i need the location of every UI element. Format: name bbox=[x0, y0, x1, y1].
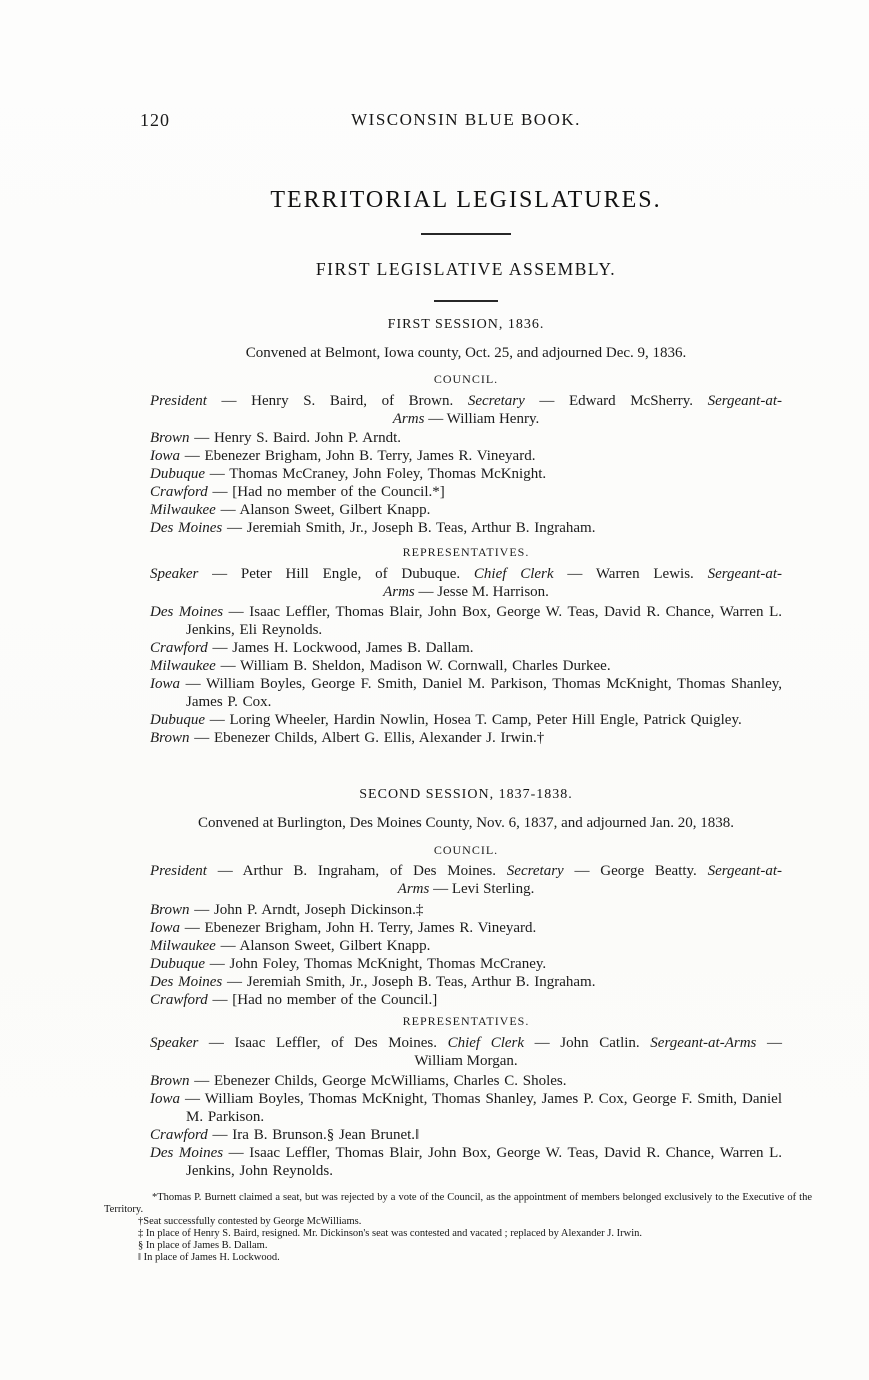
member-line: Dubuque — John Foley, Thomas McKnight, Thomas McCraney. bbox=[150, 956, 547, 972]
representatives-officers bbox=[150, 565, 782, 601]
page-number: 120 bbox=[140, 110, 170, 130]
session-heading: SECOND SESSION, 1837-1838. bbox=[359, 787, 573, 802]
member-line: Brown — Ebenezer Childs, George McWilliams, Charles C. Sholes. bbox=[150, 1073, 567, 1089]
assembly-title: FIRST LEGISLATIVE ASSEMBLY. bbox=[315, 259, 617, 279]
member-line: Iowa — William Boyles, George F. Smith, Daniel M. Parkison, Thomas McKnight, Thomas Shanley, James P. Cox. bbox=[150, 676, 782, 710]
officers-line: President — Henry S. Baird, of Brown. Secretary — Edward McSherry. Sergeant-at- bbox=[150, 393, 782, 409]
running-head: WISCONSIN BLUE BOOK. bbox=[351, 110, 581, 129]
member-line: Brown — Henry S. Baird. John P. Arndt. bbox=[150, 430, 402, 446]
member-line: Des Moines — Jeremiah Smith, Jr., Joseph B. Teas, Arthur B. Ingraham. bbox=[150, 974, 596, 990]
council-officers bbox=[150, 862, 782, 898]
officers-line: William Morgan. bbox=[414, 1053, 518, 1069]
council-officers bbox=[150, 392, 782, 428]
member-line: Des Moines — Isaac Leffler, Thomas Blair, John Box, George W. Teas, David R. Chance, Warren L. Jenkins, Eli Reynolds. bbox=[150, 604, 782, 638]
member-line: Iowa — Ebenezer Brigham, John B. Terry, James R. Vineyard. bbox=[150, 448, 536, 464]
footnote: ‖ In place of James H. Lockwood. bbox=[138, 1252, 280, 1263]
member-line: Brown — John P. Arndt, Joseph Dickinson.‡ bbox=[150, 902, 424, 918]
representatives-officers bbox=[150, 1034, 782, 1070]
member-line: Des Moines — Jeremiah Smith, Jr., Joseph B. Teas, Arthur B. Ingraham. bbox=[150, 520, 596, 536]
convened-line: Convened at Belmont, Iowa county, Oct. 25, and adjourned Dec. 9, 1836. bbox=[245, 345, 687, 361]
title-block bbox=[150, 186, 782, 302]
member-line: Milwaukee — William B. Sheldon, Madison W. Cornwall, Charles Durkee. bbox=[150, 658, 611, 674]
member-line: Iowa — Ebenezer Brigham, John H. Terry, James R. Vineyard. bbox=[150, 920, 537, 936]
footnotes-block bbox=[104, 1192, 812, 1264]
officers-line: Arms — Jesse M. Harrison. bbox=[383, 584, 549, 600]
officers-line: Speaker — Isaac Leffler, of Des Moines. Chief Clerk — John Catlin. Sergeant-at-Arms — bbox=[150, 1035, 782, 1051]
member-line: Dubuque — Thomas McCraney, John Foley, Thomas McKnight. bbox=[150, 466, 547, 482]
representatives-heading: REPRESENTATIVES. bbox=[402, 545, 530, 559]
member-line: Dubuque — Loring Wheeler, Hardin Nowlin, Hosea T. Camp, Peter Hill Engle, Patrick Quigley. bbox=[150, 712, 742, 728]
member-line: Crawford — Ira B. Brunson.§ Jean Brunet.‖ bbox=[150, 1127, 420, 1143]
council-members bbox=[150, 901, 782, 1009]
member-line: Brown — Ebenezer Childs, Albert G. Ellis, Alexander J. Irwin.† bbox=[150, 730, 545, 746]
member-line: Milwaukee — Alanson Sweet, Gilbert Knapp. bbox=[150, 502, 431, 518]
member-line: Crawford — [Had no member of the Council.*] bbox=[150, 484, 445, 500]
representatives-members bbox=[150, 603, 782, 747]
footnote: *Thomas P. Burnett claimed a seat, but was rejected by a vote of the Council, as the appointment of members belonged exclusively to the Executive of the Territory. bbox=[104, 1192, 812, 1215]
member-line: Crawford — James H. Lockwood, James B. Dallam. bbox=[150, 640, 474, 656]
officers-line: Arms — Levi Sterling. bbox=[397, 881, 535, 897]
footnote: ‡ In place of Henry S. Baird, resigned. Mr. Dickinson's seat was contested and vacated ; replaced by Alexander J. Irwin. bbox=[138, 1228, 642, 1239]
footnote: †Seat successfully contested by George McWilliams. bbox=[138, 1216, 362, 1227]
officers-line: Speaker — Peter Hill Engle, of Dubuque. Chief Clerk — Warren Lewis. Sergeant-at- bbox=[150, 566, 782, 582]
representatives-members bbox=[150, 1072, 782, 1180]
officers-line: Arms — William Henry. bbox=[392, 411, 540, 427]
member-line: Iowa — William Boyles, Thomas McKnight, Thomas Shanley, James P. Cox, George F. Smith, Daniel M. Parkison. bbox=[150, 1091, 782, 1125]
page-title: TERRITORIAL LEGISLATURES. bbox=[270, 187, 662, 213]
convened-line: Convened at Burlington, Des Moines County, Nov. 6, 1837, and adjourned Jan. 20, 1838. bbox=[198, 815, 734, 831]
member-line: Crawford — [Had no member of the Council.] bbox=[150, 992, 438, 1008]
member-line: Des Moines — Isaac Leffler, Thomas Blair, John Box, George W. Teas, David R. Chance, Warren L. Jenkins, John Reynolds. bbox=[150, 1145, 782, 1179]
member-line: Milwaukee — Alanson Sweet, Gilbert Knapp. bbox=[150, 938, 431, 954]
representatives-heading: REPRESENTATIVES. bbox=[402, 1014, 530, 1028]
session-heading: FIRST SESSION, 1836. bbox=[387, 317, 545, 332]
officers-line: President — Arthur B. Ingraham, of Des Moines. Secretary — George Beatty. Sergeant-at- bbox=[150, 863, 782, 879]
council-members bbox=[150, 429, 782, 537]
ornamental-rule bbox=[434, 300, 498, 302]
council-heading: COUNCIL. bbox=[433, 372, 499, 386]
council-heading: COUNCIL. bbox=[433, 843, 499, 857]
footnote: § In place of James B. Dallam. bbox=[138, 1240, 268, 1251]
ornamental-rule bbox=[421, 233, 511, 235]
